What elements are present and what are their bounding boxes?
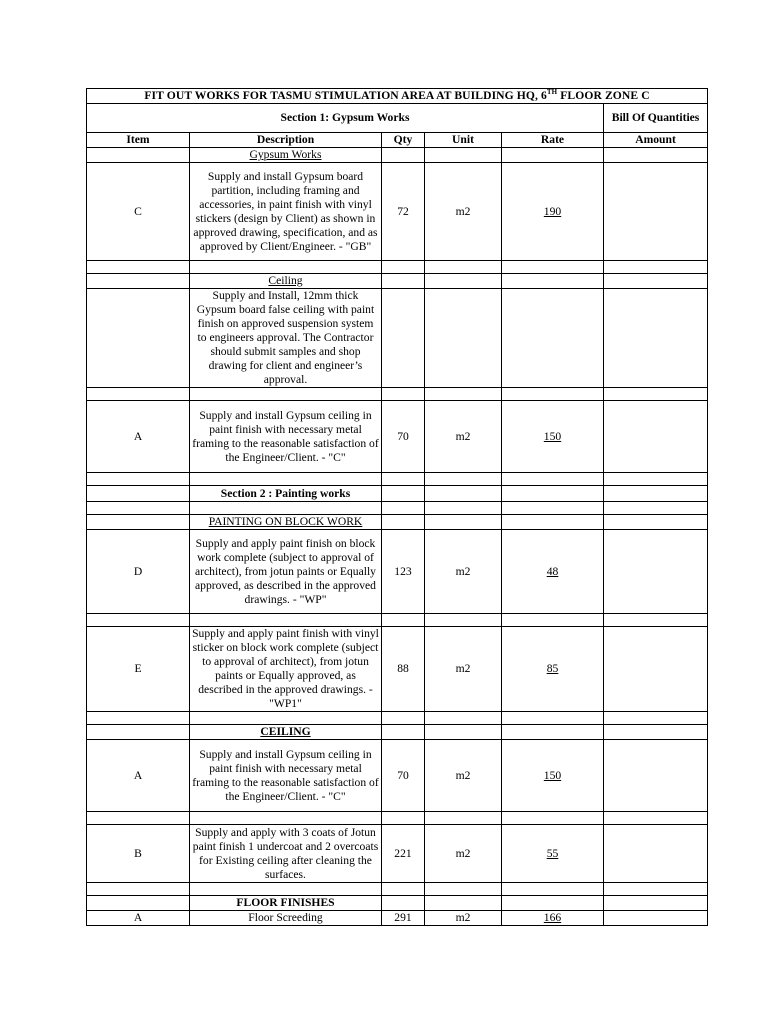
item-qty: 70 [382, 401, 425, 473]
item-unit: m2 [425, 825, 502, 883]
item-qty: 221 [382, 825, 425, 883]
item-qty: 88 [382, 627, 425, 712]
header-unit: Unit [425, 133, 502, 148]
subheading-gypsum-works: Gypsum Works [190, 148, 382, 163]
header-description: Description [190, 133, 382, 148]
item-unit: m2 [425, 163, 502, 261]
item-code: B [87, 825, 190, 883]
subheading-ceiling-caps: CEILING [190, 725, 382, 740]
table-row [87, 401, 708, 473]
item-rate: 55 [502, 825, 604, 883]
item-rate: 48 [502, 530, 604, 614]
item-unit: m2 [425, 627, 502, 712]
item-rate: 85 [502, 627, 604, 712]
table-row [87, 515, 708, 530]
item-description: Supply and install Gypsum ceiling in paint finish with necessary metal framing to the reasonable satisfaction of the Engineer/Client. - "C" [190, 401, 382, 473]
item-code: E [87, 627, 190, 712]
item-rate: 190 [502, 163, 604, 261]
table-row [87, 812, 708, 825]
item-qty: 70 [382, 740, 425, 812]
bill-of-quantities-table [86, 88, 708, 926]
subheading-painting-on-block-work: PAINTING ON BLOCK WORK [190, 515, 382, 530]
table-row [87, 289, 708, 388]
table-row [87, 825, 708, 883]
section-1-title: Section 1: Gypsum Works [87, 104, 604, 133]
item-unit: m2 [425, 740, 502, 812]
section-1-row [87, 104, 708, 133]
table-row [87, 148, 708, 163]
table-row [87, 274, 708, 289]
item-amount [604, 740, 708, 812]
section-2-title: Section 2 : Painting works [190, 486, 382, 502]
item-amount [604, 911, 708, 926]
table-row [87, 740, 708, 812]
item-description: Supply and apply with 3 coats of Jotun paint finish 1 undercoat and 2 overcoats for Existing ceiling after cleaning the surfaces. [190, 825, 382, 883]
table-row [87, 388, 708, 401]
item-code: D [87, 530, 190, 614]
table-row [87, 530, 708, 614]
item-rate: 150 [502, 740, 604, 812]
item-amount [604, 530, 708, 614]
item-unit: m2 [425, 401, 502, 473]
table-row [87, 911, 708, 926]
table-row [87, 261, 708, 274]
document-title-row [87, 89, 708, 104]
item-unit: m2 [425, 530, 502, 614]
table-row [87, 614, 708, 627]
item-qty: 123 [382, 530, 425, 614]
item-code: C [87, 163, 190, 261]
table-row [87, 627, 708, 712]
item-description: Supply and install Gypsum board partition, including framing and accessories, in paint finish with vinyl stickers (design by Client) as shown in approved drawing, specification, and as approved by Client/Engineer. - "GB" [190, 163, 382, 261]
table-row [87, 502, 708, 515]
header-item: Item [87, 133, 190, 148]
header-amount: Amount [604, 133, 708, 148]
subheading-floor-finishes: FLOOR FINISHES [190, 896, 382, 911]
item-qty: 72 [382, 163, 425, 261]
table-row [87, 896, 708, 911]
item-description: Supply and apply paint finish on block work complete (subject to approval of architect), from jotun paints or Equally approved, as described in the approved drawings. - "WP" [190, 530, 382, 614]
item-rate: 166 [502, 911, 604, 926]
item-unit: m2 [425, 911, 502, 926]
item-description: Supply and install Gypsum ceiling in paint finish with necessary metal framing to the reasonable satisfaction of the Engineer/Client. - "C" [190, 740, 382, 812]
subheading-ceiling: Ceiling [190, 274, 382, 289]
table-row [87, 725, 708, 740]
item-amount [604, 825, 708, 883]
header-qty: Qty [382, 133, 425, 148]
item-description: Supply and Install, 12mm thick Gypsum board false ceiling with paint finish on approved suspension system to engineers approval. The Contractor should submit samples and shop drawing for client and engineer’s approval. [190, 289, 382, 388]
item-amount [604, 163, 708, 261]
item-rate: 150 [502, 401, 604, 473]
item-amount [604, 401, 708, 473]
item-qty: 291 [382, 911, 425, 926]
item-description: Supply and apply paint finish with vinyl sticker on block work complete (subject to approval of architect), from jotun paints or Equally approved, as described in the approved drawings. - "WP1" [190, 627, 382, 712]
item-amount [604, 627, 708, 712]
table-row [87, 486, 708, 502]
item-code: A [87, 911, 190, 926]
item-code: A [87, 401, 190, 473]
item-code: A [87, 740, 190, 812]
table-row [87, 712, 708, 725]
bill-of-quantities-label: Bill Of Quantities [604, 104, 708, 133]
document-title: FIT OUT WORKS FOR TASMU STIMULATION AREA AT BUILDING HQ, 6TH FLOOR ZONE C [87, 89, 708, 104]
column-header-row [87, 133, 708, 148]
table-row [87, 163, 708, 261]
item-description: Floor Screeding [190, 911, 382, 926]
table-row [87, 473, 708, 486]
table-row [87, 883, 708, 896]
header-rate: Rate [502, 133, 604, 148]
